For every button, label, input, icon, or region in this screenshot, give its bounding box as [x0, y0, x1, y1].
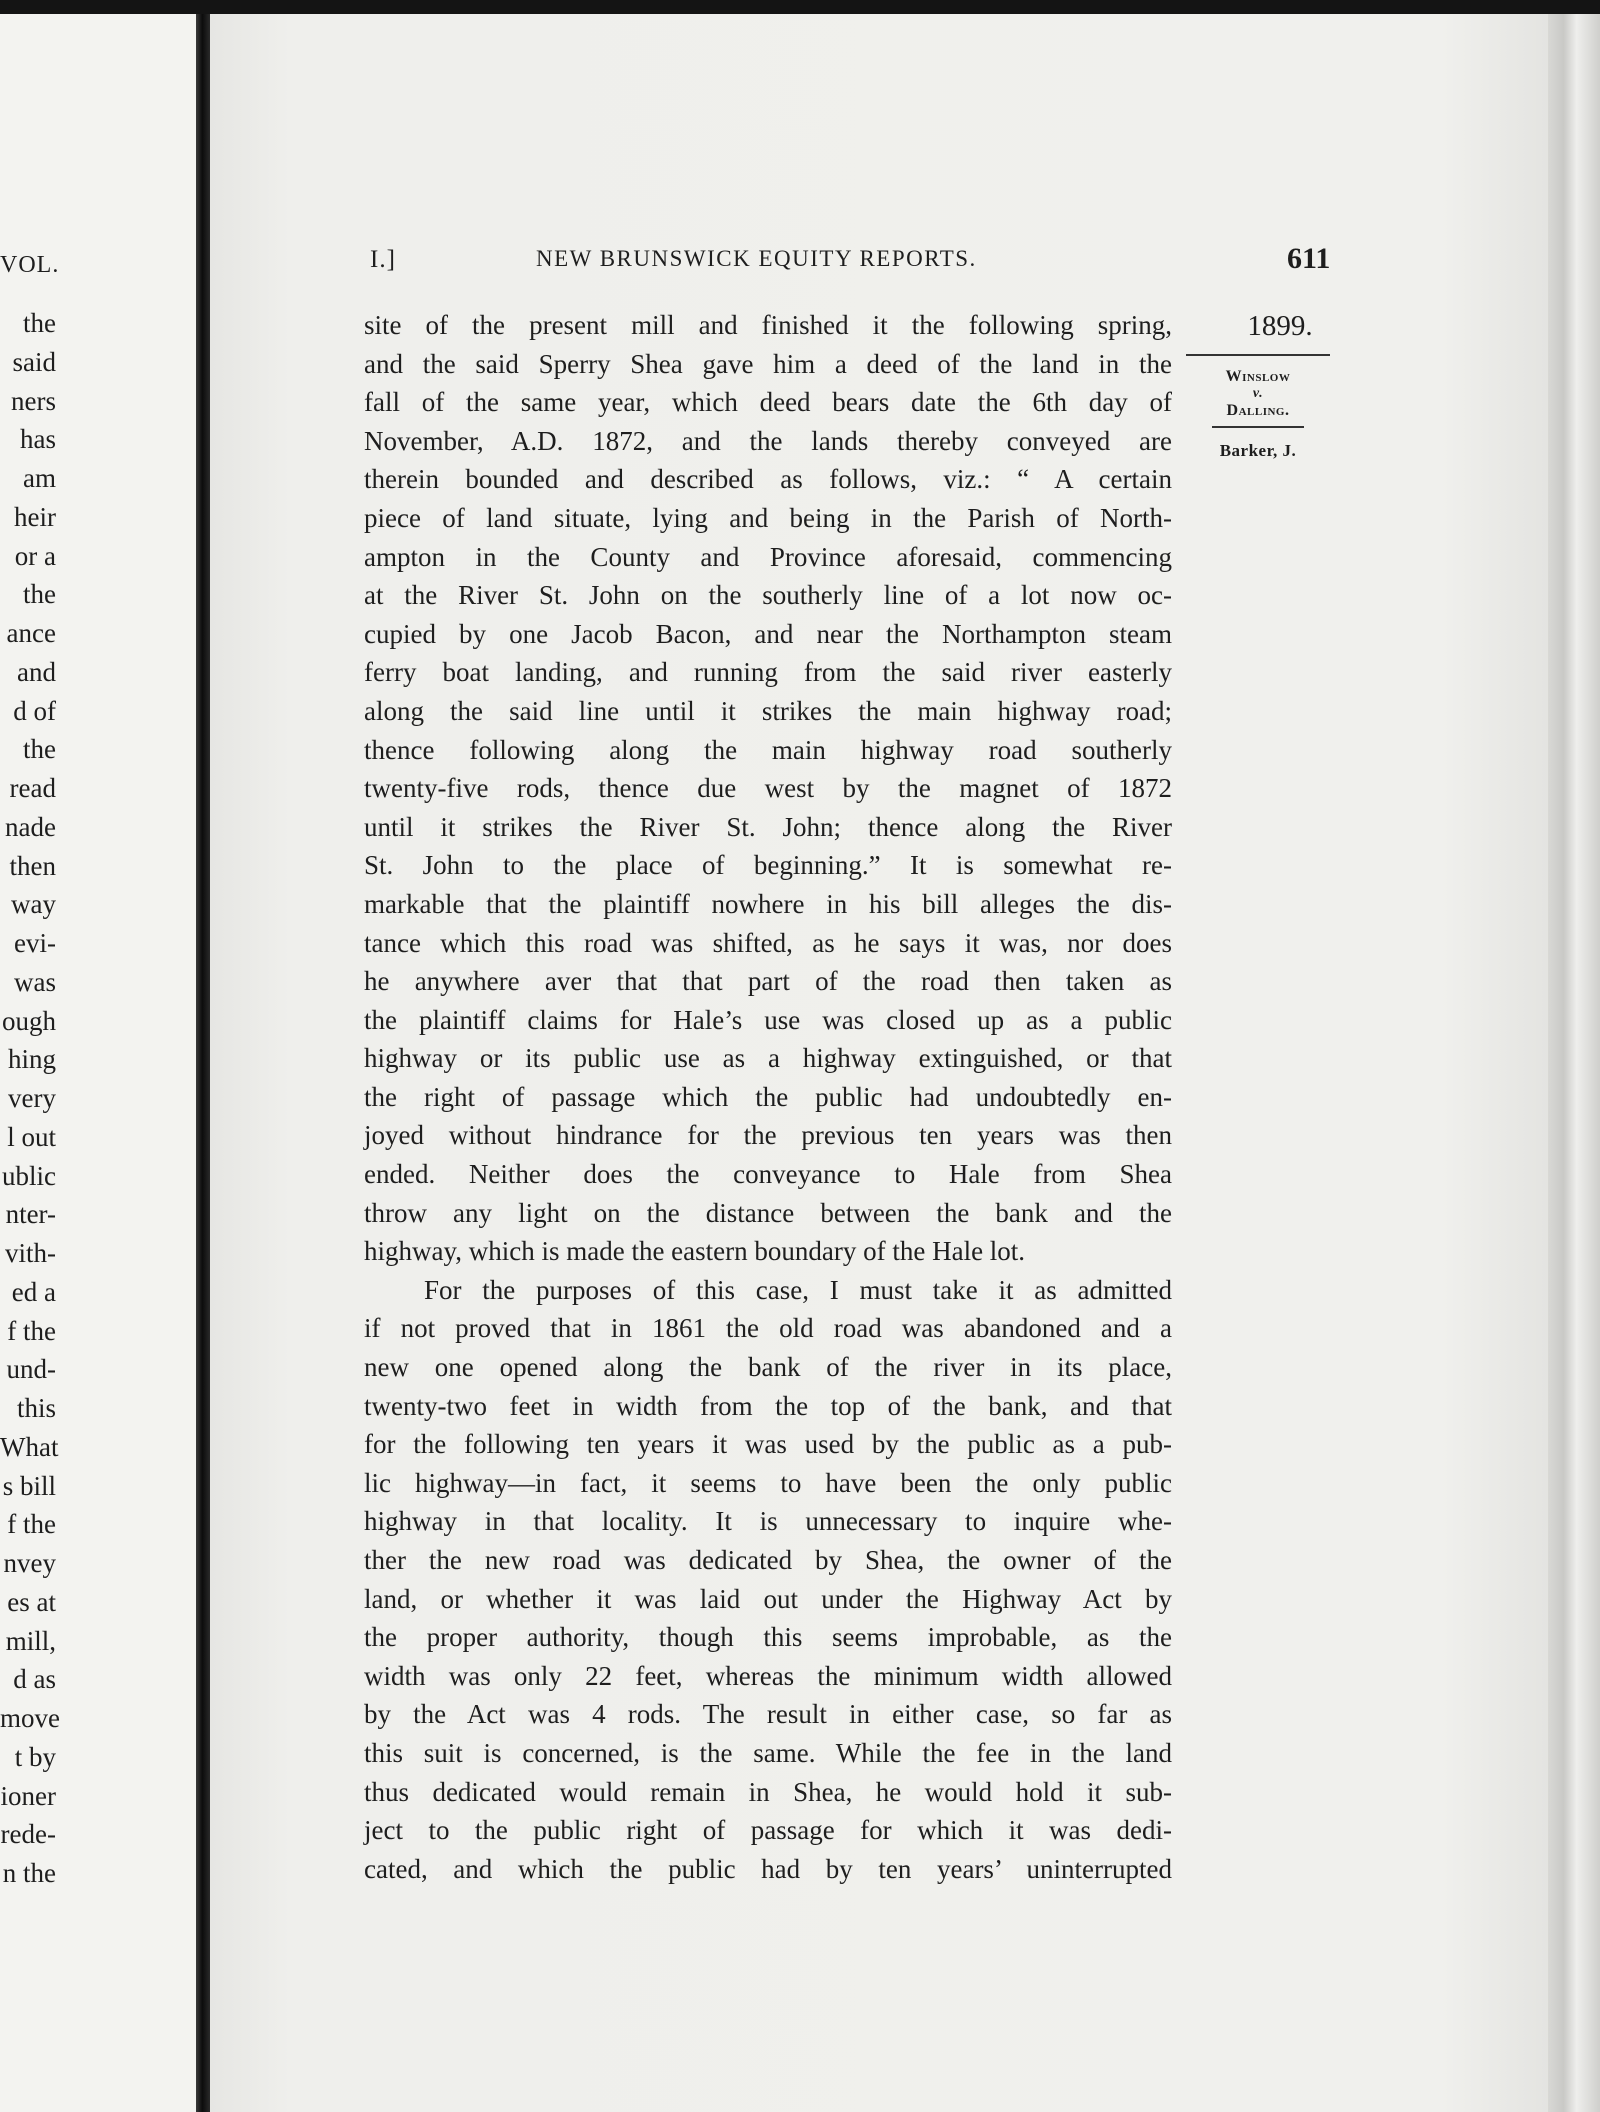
- facing-page-line: read: [9, 773, 56, 803]
- text-line: and the said Sperry Shea gave him a deed of the land in the: [364, 348, 1172, 379]
- facing-page-line: nter-: [5, 1199, 56, 1230]
- book-gutter: [196, 14, 210, 2112]
- text-line: lic highway—in fact, it seems to have been the only public: [364, 1467, 1172, 1498]
- facing-page-line: the: [23, 308, 56, 338]
- facing-page-line: this: [16, 1393, 56, 1423]
- facing-page-header: VOL.: [0, 252, 60, 278]
- text-line: cupied by one Jacob Bacon, and near the Northampton steam: [364, 618, 1172, 649]
- text-line: new one opened along the bank of the river in its place,: [364, 1352, 1172, 1383]
- margin-case-versus: v.: [1252, 386, 1264, 401]
- facing-page-line: es at: [7, 1586, 56, 1617]
- facing-page-line: rede-: [0, 1819, 56, 1850]
- text-line: until it strikes the River St. John; thence along the River: [364, 811, 1172, 842]
- facing-page-line: nvey: [3, 1548, 56, 1578]
- text-line: thence following along the main highway road southerly: [364, 734, 1172, 765]
- margin-judge: Barker, J.: [1219, 441, 1297, 460]
- text-line: twenty-two feet in width from the top of the bank, and that: [364, 1390, 1172, 1421]
- text-line: the proper authority, though this seems improbable, as the: [364, 1622, 1172, 1653]
- text-line: piece of land situate, lying and being in the Parish of North-: [364, 502, 1172, 533]
- text-line: throw any light on the distance between the bank and the: [364, 1197, 1172, 1228]
- text-line: November, A.D. 1872, and the lands thereby conveyed are: [364, 425, 1172, 456]
- text-line: twenty-five rods, thence due west by the magnet of 1872: [364, 773, 1172, 804]
- facing-page-line: ioner: [0, 1780, 56, 1811]
- text-line: cated, and which the public had by ten years’ uninterrupted: [364, 1853, 1172, 1884]
- text-line: for the following ten years it was used by the public as a pub-: [364, 1429, 1172, 1460]
- facing-page-line: ed a: [11, 1276, 56, 1307]
- facing-page-line: or a: [14, 540, 56, 571]
- facing-page-line: d of: [13, 695, 56, 726]
- facing-page-line: am: [23, 463, 56, 493]
- scan-border-top: [0, 0, 1600, 14]
- text-line: tance which this road was shifted, as he says it was, nor does: [364, 927, 1172, 958]
- text-line: highway, which is made the eastern boundary of the Hale lot.: [364, 1236, 1026, 1267]
- facing-page-line: ners: [11, 385, 56, 416]
- facing-page-line: the: [23, 579, 56, 610]
- text-line: he anywhere aver that that part of the road then taken as: [364, 966, 1172, 997]
- text-line: ther the new road was dedicated by Shea, the owner of the: [364, 1545, 1172, 1575]
- text-line: ended. Neither does the conveyance to Hale from Shea: [364, 1159, 1172, 1190]
- margin-rule-short: [1212, 426, 1304, 428]
- facing-page-line: ance: [6, 618, 56, 648]
- facing-page-line: move: [0, 1703, 60, 1733]
- facing-page-line: f the: [7, 1315, 56, 1346]
- text-line: at the River St. John on the southerly line of a lot now oc-: [364, 580, 1172, 611]
- facing-page-line: has: [20, 424, 56, 455]
- text-line: ject to the public right of passage for which it was dedi-: [364, 1815, 1172, 1846]
- text-line: joyed without hindrance for the previous ten years was then: [364, 1120, 1172, 1151]
- text-line: this suit is concerned, is the same. While the fee in the land: [364, 1737, 1172, 1768]
- text-line: St. John to the place of beginning.” It is somewhat re-: [364, 850, 1172, 881]
- text-line: the right of passage which the public had undoubtedly en-: [364, 1081, 1172, 1112]
- text-line: the plaintiff claims for Hale’s use was closed up as a public: [364, 1004, 1172, 1035]
- facing-page-line: ublic: [2, 1160, 56, 1191]
- text-line: highway in that locality. It is unnecessary to inquire whe-: [364, 1506, 1172, 1537]
- text-line: thus dedicated would remain in Shea, he would hold it sub-: [364, 1776, 1172, 1807]
- facing-page-fragment: [0, 14, 196, 2112]
- text-line: ampton in the County and Province aforesaid, commencing: [364, 541, 1172, 572]
- margin-case-name-2: Dalling.: [1226, 402, 1290, 419]
- facing-page-line: mill,: [5, 1625, 56, 1656]
- text-line: markable that the plaintiff nowhere in his bill alleges the dis-: [364, 888, 1172, 919]
- facing-page-line: l out: [7, 1121, 56, 1152]
- facing-page-line: vith-: [5, 1238, 56, 1268]
- facing-page-line: f the: [7, 1509, 56, 1540]
- facing-page-line: n the: [2, 1858, 56, 1888]
- body-text: [364, 306, 1172, 1888]
- facing-page-line: heir: [14, 501, 56, 532]
- text-line: land, or whether it was laid out under the Highway Act by: [364, 1583, 1172, 1614]
- facing-page-line: then: [9, 850, 56, 881]
- margin-year: 1899.: [1247, 310, 1313, 342]
- text-line: ferry boat landing, and running from the said river easterly: [364, 657, 1172, 688]
- text-line: highway or its public use as a highway extinguished, or that: [364, 1043, 1172, 1074]
- text-line: if not proved that in 1861 the old road was abandoned and a: [364, 1313, 1172, 1344]
- facing-page-line: ough: [2, 1005, 56, 1036]
- facing-page-line: What: [0, 1431, 59, 1462]
- facing-page-line: s bill: [2, 1470, 56, 1501]
- margin-rule-top: [1186, 354, 1330, 356]
- facing-page-line: said: [12, 346, 56, 377]
- margin-case-name-1: Winslow: [1225, 368, 1291, 385]
- running-head-volume: I.]: [370, 246, 396, 273]
- facing-page-line: evi-: [14, 928, 56, 958]
- text-line: by the Act was 4 rods. The result in either case, so far as: [364, 1699, 1172, 1730]
- facing-page-line: und-: [6, 1354, 56, 1385]
- text-line: therein bounded and described as follows, viz.: “ A certain: [364, 464, 1172, 495]
- page-edge: [1548, 14, 1600, 2112]
- facing-page-line: d as: [13, 1664, 56, 1695]
- facing-page-line: and: [17, 656, 56, 687]
- facing-page-line: the: [23, 734, 56, 765]
- facing-page-line: t by: [14, 1741, 56, 1772]
- page-number: 611: [1287, 242, 1331, 275]
- text-line: site of the present mill and finished it the following spring,: [364, 310, 1172, 340]
- facing-page-line: nade: [5, 811, 56, 842]
- text-line: along the said line until it strikes the main highway road;: [364, 695, 1172, 726]
- text-line: For the purposes of this case, I must take it as admitted: [424, 1274, 1172, 1305]
- text-line: width was only 22 feet, whereas the minimum width allowed: [364, 1660, 1172, 1691]
- text-line: fall of the same year, which deed bears date the 6th day of: [364, 387, 1172, 418]
- facing-page-line: very: [8, 1083, 56, 1113]
- facing-page-line: was: [14, 966, 56, 997]
- facing-page-line: way: [11, 889, 56, 920]
- facing-page-line: hing: [7, 1044, 56, 1075]
- running-head-title: NEW BRUNSWICK EQUITY REPORTS.: [536, 246, 977, 271]
